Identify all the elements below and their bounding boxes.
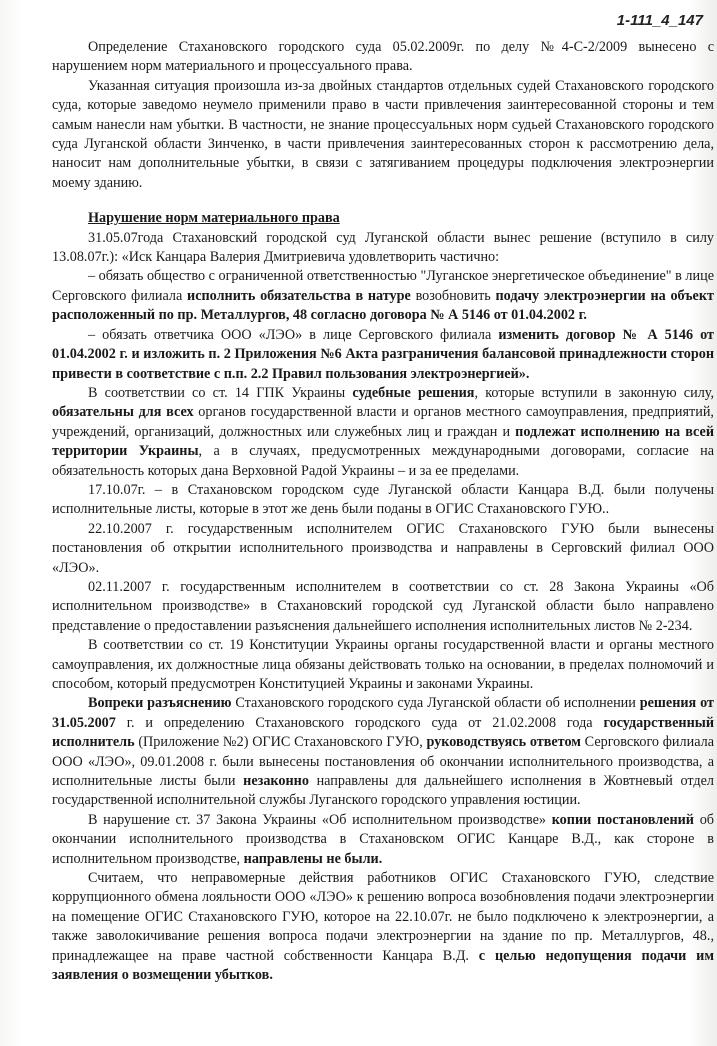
paragraph-constitution-article-19: В соответствии со ст. 19 Конституции Украины органы государственной власти и органы местного самоуправления, их должностные лица обязаны действовать только на основании, в пределах полномочий и способом, который предусмотрен Конституцией Украины и законами Украины.: [52, 637, 714, 692]
document-id: 1-111_4_147: [616, 12, 703, 29]
paragraph-clarification-request: 02.11.2007 г. государственным исполнителем в соответствии со ст. 28 Закона Украины «Об исполнительном производстве» в Стахановский городской суд Луганской области было направлено представление о предоставлении разъяснения дальнейшего исполнения исполнительных листов № 2-234.: [52, 578, 714, 634]
paragraph-gpk-article-14: В соответствии со ст. 14 ГПК Украины судебные решения, которые вступили в законную силу, обязательны для всех органов государственной власти и органов местного самоуправления, предприятий, учреждений, организаций, должностных или служебных лиц и граждан и подлежат исполнению на всей территории Украины, а в случаях, предусмотренных международными договорами, согласие на обязательность которых дана Верховной Радой Украины – и за ее пределами.: [52, 384, 714, 479]
paragraph-conclusion: Считаем, что неправомерные действия работников ОГИС Стахановского ГУЮ, следствие коррупционного обмена лояльности ООО «ЛЭО» к решению вопроса возобновления подачи электроэнергии на помещение ОГИС Стахановского ГУЮ, которое на 22.10.07г. не было подключено к электроэнергии, а также заволокичивание решения вопроса подачи электроэнергии на здание по пр. Металлургов, 48., принадлежащее на праве частной собственности Канцара В.Д. с целью недопущения подачи им заявления о возмещении убытков.: [52, 870, 714, 984]
paragraph-article-37-violation: В нарушение ст. 37 Закона Украины «Об исполнительном производстве» копии постановлений об окончании исполнительного производства в Стахановском ОГИС Канцаре В.Д., как стороне в исполнительном производстве, направлены не были.: [52, 811, 715, 867]
paragraph-ruling-violation: Определение Стахановского городского суда 05.02.2009г. по делу №4-С-2/2009 вынесено с нарушением норм материального и процессуального права.: [52, 39, 714, 75]
paragraph-writs-received: 17.10.07г. – в Стахановском городском суде Луганской области Канцара В.Д. были получены исполнительные листы, которые в этот же день были поданы в ОГИС Стахановского ГУЮ..: [52, 481, 714, 518]
paragraph-double-standards: Указанная ситуация произошла из-за двойных стандартов отдельных судей Стахановского городского суда, которые заведомо неумело применили право в части привлечения заинтересованной стороны и тем самым нанесли нам убытки. В частности, не знание процессуальных норм судьей Стахановского городского суда Луганской области Зинченко, в части привлечения заинтересованных сторон к рассмотрению дела, наносит нам дополнительные убытки, в связи с затягиванием процедуры подключения электроэнергии моему зданию.: [52, 77, 714, 191]
paragraph-court-decision: 31.05.07года Стахановский городской суд Луганской области вынес решение (вступило в силу 13.08.07г.): «Иск Канцара Валерия Дмитриевича удовлетворить частично:: [52, 229, 714, 266]
document-body: [52, 38, 714, 986]
paragraph-obligation-1: – обязать общество с ограниченной ответственностью "Луганское энергетическое объединение" в лице Серговского филиала исполнить обязательства в натуре возобновить подачу электроэнергии на объект расположенный по пр. Металлургов, 48 согласно договора № А 5146 от 01.04.2002 г.: [52, 268, 714, 324]
section-heading: Нарушение норм материального права: [88, 210, 340, 227]
paragraph-proceedings-opened: 22.10.2007 г. государственным исполнителем ОГИС Стахановского ГУЮ были вынесены постановления об открытии исполнительного производства и направлены в Серговский филиал ООО «ЛЭО».: [52, 520, 714, 576]
paragraph-contrary-to-clarification: Вопреки разъяснению Стахановского городского суда Луганской области об исполнении решения от 31.05.2007 г. и определению Стахановского городского суда от 21.02.2008 года государственный исполнитель (Приложение №2) ОГИС Стахановского ГУЮ, руководствуясь ответом Серговского филиала ООО «ЛЭО», 09.01.2008 г. были вынесены постановления об окончании исполнительного производства, а исполнительные листы были незаконно направлены для дальнейшего исполнения в Жовтневый отдел государственной исполнительной службы Луганского городского управления юстиции.: [52, 695, 714, 809]
paragraph-obligation-2: – обязать ответчика ООО «ЛЭО» в лице Серговского филиала изменить договор № А 5146 от 01.04.2002 г. и изложить п. 2 Приложения №6 Акта разграничения балансовой принадлежности сторон привести в соответствие с п.п. 2.2 Правил пользования электроэнергией».: [52, 326, 714, 382]
